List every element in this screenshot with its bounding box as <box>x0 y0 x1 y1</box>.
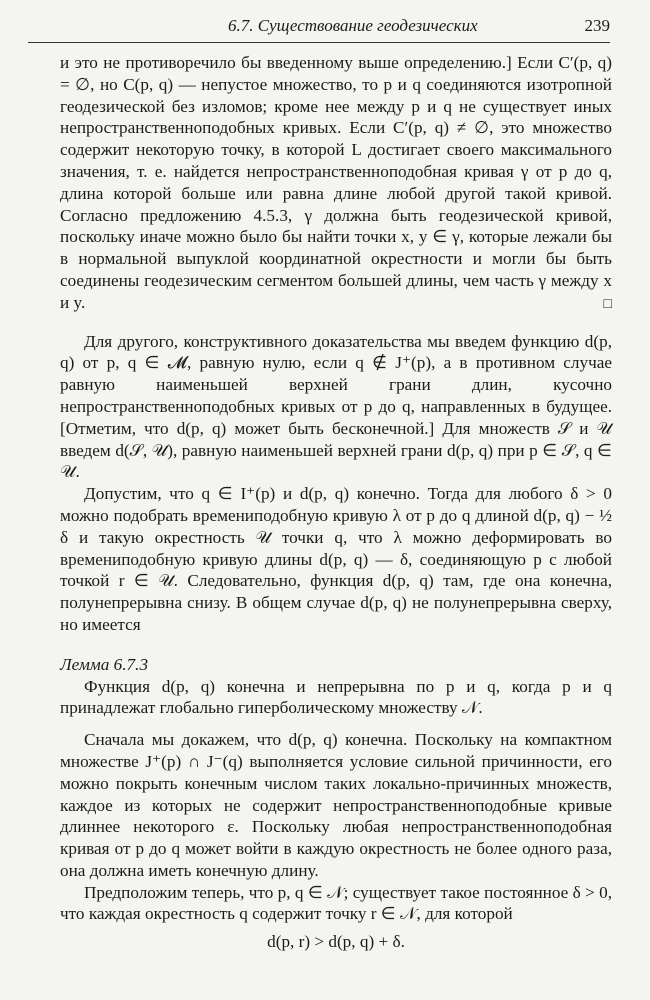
paragraph-finiteness: Сначала мы докажем, что d(p, q) конечна. Поскольку на компактном множестве J⁺(p) ∩ J⁻(q) выполняется условие сильной причинности, его можно покрыть конечным числом таких локально-причинных множеств, каждое из которых не содержит непространственноподобные кривые длиннее некоторого ε. Поскольку любая непространственноподобная кривая от p до q может войти в каждую окрестность не более одного раза, она должна иметь конечную длину. <box>60 730 612 880</box>
paragraph-semicontinuity: Допустим, что q ∈ I⁺(p) и d(p, q) конечно. Тогда для любого δ > 0 можно подобрать времениподобную кривую λ от p до q длиной d(p, q) − ½ δ и такую окрестность 𝒰 точки q, что λ можно деформировать во времениподобную кривую длины d(p, q) — δ, соединяющую p с любой точкой r ∈ 𝒰. Следовательно, функция d(p, q) там, где она конечна, полунепрерывна снизу. В общем случае d(p, q) не полунепрерывна сверху, но имеется <box>60 484 612 634</box>
section-title: 6.7. Существование геодезических <box>228 16 478 35</box>
lemma-statement: Функция d(p, q) конечна и непрерывна по p и q, когда p и q принадлежат глобально гиперболическому множеству 𝒩. <box>60 676 612 718</box>
qed-icon: □ <box>603 296 612 312</box>
text-body <box>60 52 612 953</box>
page-number: 239 <box>584 16 610 35</box>
paragraph-proof-end: и это не противоречило бы введенному выше определению.] Если C′(p, q) = ∅, но C(p, q) — непустое множество, то p и q соединяются изотропной геодезической без изломов; кроме нее между p и q не существует иных непространственноподобных кривых. Если C′(p, q) ≠ ∅, это множество содержит некоторую точку, в которой L достигает своего максимального значения, т. е. найдется непространственноподобная кривая γ от p до q, длина которой больше или равна длине любой другой такой кривой. Согласно предложению 4.5.3, γ должна быть геодезической кривой, поскольку иначе можно было бы найти точки x, y ∈ γ, которые лежали бы в нормальной выпуклой координатной окрестности и могли бы быть соединены геодезическим сегментом большей длины, чем часть γ между x и y. □ <box>60 52 612 314</box>
paragraph-distance-function: Для другого, конструктивного доказательства мы введем функцию d(p, q) от p, q ∈ 𝓜, равную нулю, если q ∉ J⁺(p), а в противном случае равную наименьшей верхней грани длин, кусочно непространственноподобных кривых от p до q, направленных в будущее. [Отметим, что d(p, q) может быть бесконечной.] Для множеств 𝒮 и 𝒰 введем d(𝒮, 𝒰), равную наименьшей верхней грани d(p, q) при p ∈ 𝒮, q ∈ 𝒰. <box>60 331 612 482</box>
running-header <box>28 12 610 43</box>
lemma-heading: Лемма 6.7.3 <box>60 654 149 674</box>
display-inequality: d(p, r) > d(p, q) + δ. <box>267 932 405 952</box>
paragraph-suppose: Предположим теперь, что p, q ∈ 𝒩; существует такое постоянное δ > 0, что каждая окрестность q содержит точку r ∈ 𝒩, для которой <box>60 882 612 924</box>
